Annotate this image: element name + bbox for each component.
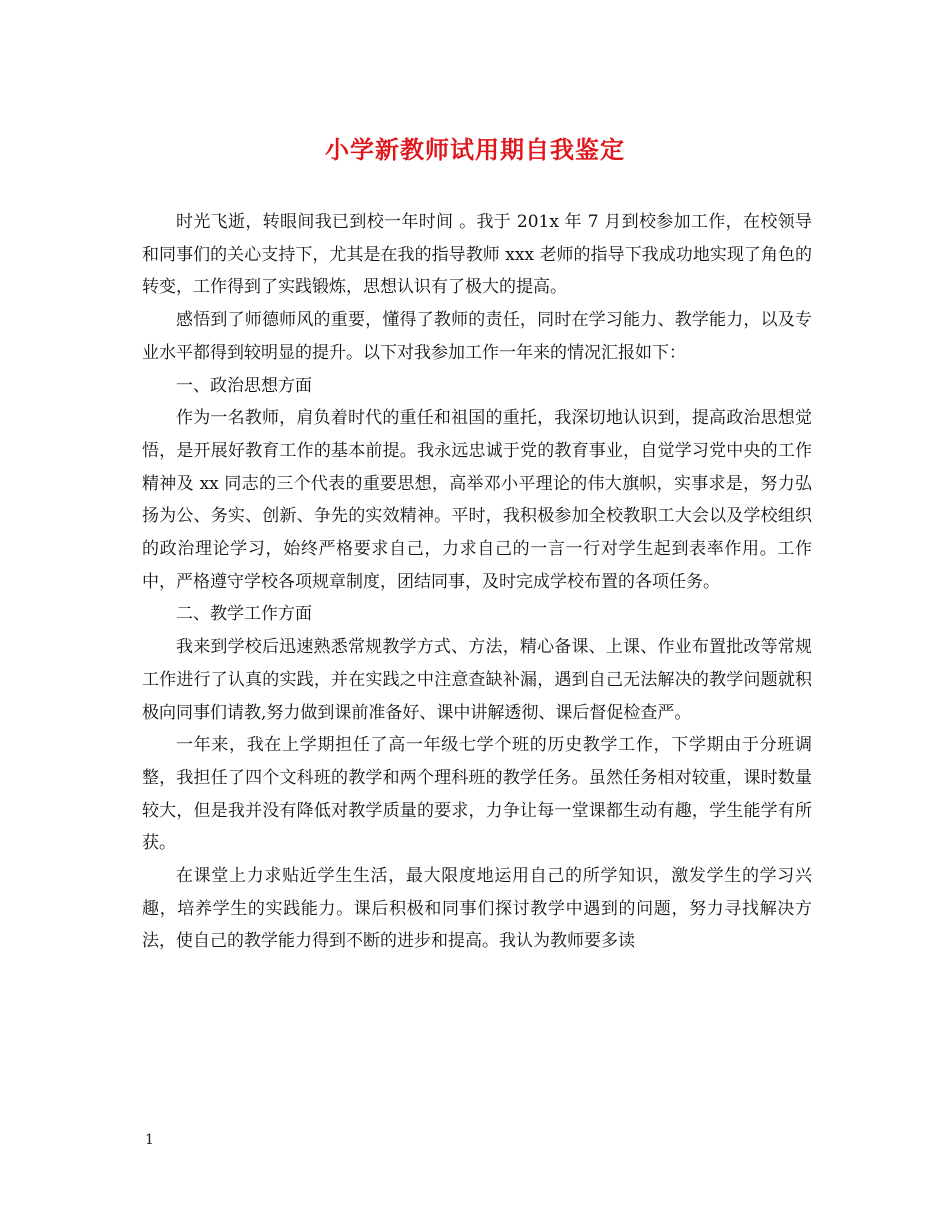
paragraph-intro: 时光飞逝，转眼间我已到校一年时间 。我于 201x 年 7 月到校参加工作，在校领导和同事们的关心支持下，尤其是在我的指导教师 xxx 老师的指导下我成功地实现了角色的转变，工作得到了实践锻炼，思想认识有了极大的提高。 (142, 212, 812, 298)
page-number: 1 (145, 1132, 154, 1148)
paragraph-summary: 感悟到了师德师风的重要，懂得了教师的责任，同时在学习能力、教学能力，以及专业水平都得到较明显的提升。以下对我参加工作一年来的情况汇报如下： (142, 310, 812, 363)
paragraph-political: 作为一名教师，肩负着时代的重任和祖国的重托，我深切地认识到，提高政治思想觉悟，是开展好教育工作的基本前提。我永远忠诚于党的教育事业，自觉学习党中央的工作精神及 xx 同志的三个代表的重要思想，高举邓小平理论的伟大旗帜，实事求是，努力弘扬为公、务实、创新、争先的实效精神。平时，我积极参加全校教职工大会以及学校组织的政治理论学习，始终严格要求自己，力求自己的一言一行对学生起到表率作用。工作中，严格遵守学校各项规章制度，团结同事，及时完成学校布置的各项任务。 (142, 408, 812, 592)
paragraph-teaching-year: 一年来，我在上学期担任了高一年级七学个班的历史教学工作，下学期由于分班调整，我担任了四个文科班的教学和两个理科班的教学任务。虽然任务相对较重，课时数量较大，但是我并没有降低对教学质量的要求，力争让每一堂课都生动有趣，学生能学有所获。 (142, 735, 812, 854)
paragraph-teaching-routine: 我来到学校后迅速熟悉常规教学方式、方法，精心备课、上课、作业布置批改等常规工作进行了认真的实践，并在实践之中注意查缺补漏，遇到自己无法解决的教学问题就积极向同事们请教,努力做到课前准备好、课中讲解透彻、课后督促检查严。 (142, 637, 812, 723)
document-title: 小学新教师试用期自我鉴定 (325, 135, 625, 164)
document-body (142, 206, 812, 958)
section-heading-teaching: 二、教学工作方面 (176, 604, 312, 625)
paragraph-teaching-classroom: 在课堂上力求贴近学生生活，最大限度地运用自己的所学知识，激发学生的学习兴趣，培养学生的实践能力。课后积极和同事们探讨教学中遇到的问题，努力寻找解决方法，使自己的教学能力得到不断的进步和提高。我认为教师要多读 (142, 866, 812, 952)
section-heading-political: 一、政治思想方面 (176, 375, 312, 396)
